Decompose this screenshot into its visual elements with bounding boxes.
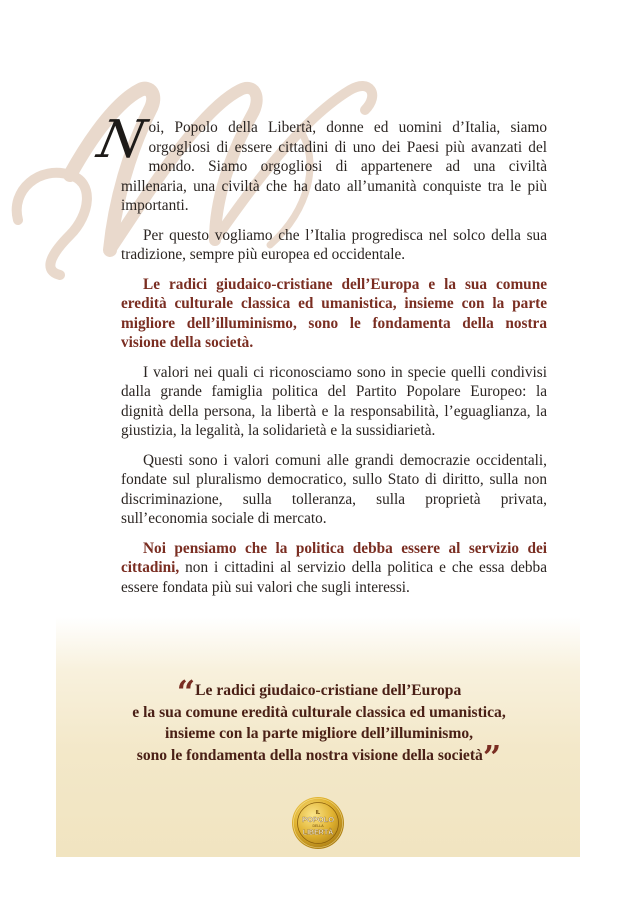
paragraph-roots-highlight: Le radici giudaico-cristiane dell’Europa e la sua comune eredità culturale classica ed umanistica, insieme con la parte migliore dell’illuminismo, sono le fondamenta della nostra visione della società. — [121, 275, 547, 351]
paragraph-text: non i cittadini al servizio della politica e che essa debba essere fondata più sui valori che sugli interessi. — [121, 559, 547, 596]
open-quote-mark: “ — [176, 673, 196, 711]
body-text — [92, 110, 547, 607]
svg-text:DELLA: DELLA — [312, 824, 324, 828]
paragraph-text: oi, Popolo della Libertà, donne ed uomini d’Italia, siamo orgogliosi di essere cittadini di uno dei Paesi più avanzati del mondo. Siamo orgogliosi di appartenere ad una civiltà millenaria, una civiltà che ha dato all’umanità conquiste tra le più importanti. — [121, 119, 547, 214]
pull-quote — [80, 673, 558, 776]
highlighted-phrase: Noi pensiamo che la politica debba essere al servizio dei cittadini, — [121, 539, 547, 576]
paragraph-intro — [92, 110, 547, 216]
drop-cap: N — [92, 110, 151, 170]
party-seal-logo — [291, 796, 345, 850]
paragraph-values: I valori nei quali ci riconosciamo sono in specie quelli condivisi dalla grande famiglia politica del Partito Popolare Europeo: la dignità della persona, la libertà e la responsabilità, l’eguaglianza, la giustizia, la legalità, la solidarietà e la sussidiarietà. — [121, 363, 547, 439]
paragraph-democracies: Questi sono i valori comuni alle grandi democrazie occidentali, fondate sul pluralismo democratico, sullo Stato di diritto, sulla non discriminazione, sulla tolleranza, sulla proprietà privata, sull’economia sociale di mercato. — [121, 451, 547, 527]
quote-line: insieme con la parte migliore dell’illuminismo, — [164, 725, 474, 742]
svg-text:LIBERTÀ: LIBERTÀ — [302, 829, 334, 837]
quote-line: sono le fondamenta della nostra visione della società — [136, 746, 483, 764]
svg-text:POPOLO: POPOLO — [301, 815, 335, 824]
quote-line: Le radici giudaico-cristiane dell’Europa — [195, 682, 462, 699]
paragraph-tradition: Per questo vogliamo che l’Italia progredisca nel solco della sua tradizione, sempre più europea ed occidentale. — [121, 226, 547, 263]
quote-line: e la sua comune eredità culturale classica ed umanistica, — [132, 703, 506, 721]
close-quote-mark: ” — [482, 737, 502, 776]
svg-text:IL: IL — [315, 810, 321, 816]
paragraph-politics — [121, 539, 547, 598]
